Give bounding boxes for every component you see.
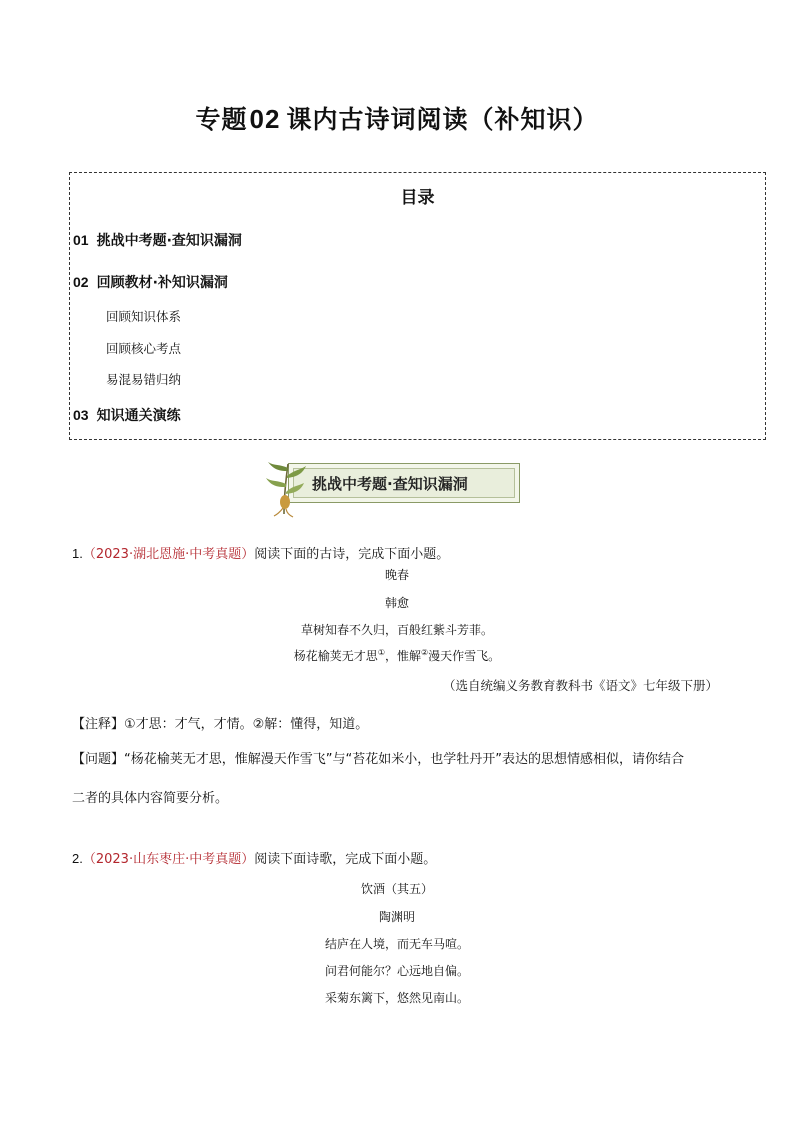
poem-author: 韩愈	[384, 596, 409, 610]
poem-author: 陶渊明	[378, 910, 415, 924]
question-number: 2.	[72, 851, 83, 866]
poem-source-note: （选自统编义务教育教科书《语文》七年级下册）	[442, 678, 718, 693]
question-source: 2023·山东枣庄·中考真题	[95, 852, 242, 867]
paren-open: （	[82, 852, 96, 867]
page-title	[0, 100, 794, 136]
title-main: 课内古诗词阅读（补知识）	[286, 105, 599, 134]
plant-icon	[262, 456, 312, 518]
toc-item-number: 01	[73, 232, 89, 248]
toc-item-label: 挑战中考题·查知识漏洞	[96, 233, 242, 249]
question-source: 2023·湖北恩施·中考真题	[95, 547, 242, 562]
question-text-cont: 二者的具体内容简要分析。	[72, 791, 229, 806]
question-number: 1.	[72, 546, 83, 561]
question-1-header	[72, 543, 449, 562]
poem-line	[0, 647, 794, 664]
toc-subitem[interactable]: 回顾核心考点	[106, 341, 182, 356]
question-prompt: 阅读下面的古诗，完成下面小题。	[254, 547, 450, 562]
toc-item-01[interactable]	[73, 230, 242, 250]
section-banner	[262, 456, 524, 516]
paren-close: ）	[241, 547, 255, 562]
note-mark: ②	[421, 648, 429, 657]
poem-line: 采菊东篱下，悠然见南山。	[324, 991, 469, 1005]
paren-open: （	[82, 547, 96, 562]
banner-label: 挑战中考题·查知识漏洞	[293, 468, 515, 498]
poem-line: 问君何能尔？心远地自偏。	[324, 964, 469, 978]
poem-segment: ，惟解	[384, 649, 421, 663]
title-prefix: 专题	[195, 105, 248, 134]
note-mark: ①	[377, 648, 385, 657]
paren-close: ）	[241, 852, 255, 867]
toc-item-number: 03	[73, 407, 89, 423]
annotation: 【注释】①才思：才气，才情。②解：懂得，知道。	[72, 717, 369, 732]
toc-item-label: 知识通关演练	[96, 408, 181, 424]
question-text: 【问题】“杨花榆荚无才思，惟解漫天作雪飞”与“苔花如米小，也学牡丹开”表达的思想情感相似，请你结合	[72, 752, 684, 767]
toc-subitem[interactable]: 易混易错归纳	[106, 372, 182, 387]
title-number: 02	[249, 104, 281, 134]
poem-title: 饮酒（其五）	[360, 882, 433, 896]
toc-heading: 目录	[400, 188, 435, 208]
poem-line: 结庐在人境，而无车马喧。	[324, 937, 469, 951]
poem-title: 晚春	[384, 568, 409, 582]
toc-item-02[interactable]	[73, 272, 228, 292]
question-prompt: 阅读下面诗歌，完成下面小题。	[254, 852, 437, 867]
toc-subitem[interactable]: 回顾知识体系	[106, 309, 182, 324]
toc-item-label: 回顾教材·补知识漏洞	[96, 275, 228, 291]
poem-segment: 杨花榆荚无才思	[293, 649, 378, 663]
banner-frame	[288, 463, 520, 503]
poem-line: 草树知春不久归，百般红紫斗芳菲。	[300, 623, 493, 637]
table-of-contents	[69, 172, 766, 440]
toc-item-number: 02	[73, 274, 89, 290]
toc-item-03[interactable]	[73, 405, 181, 425]
poem-segment: 漫天作雪飞。	[428, 649, 501, 663]
question-2-header	[72, 848, 436, 867]
